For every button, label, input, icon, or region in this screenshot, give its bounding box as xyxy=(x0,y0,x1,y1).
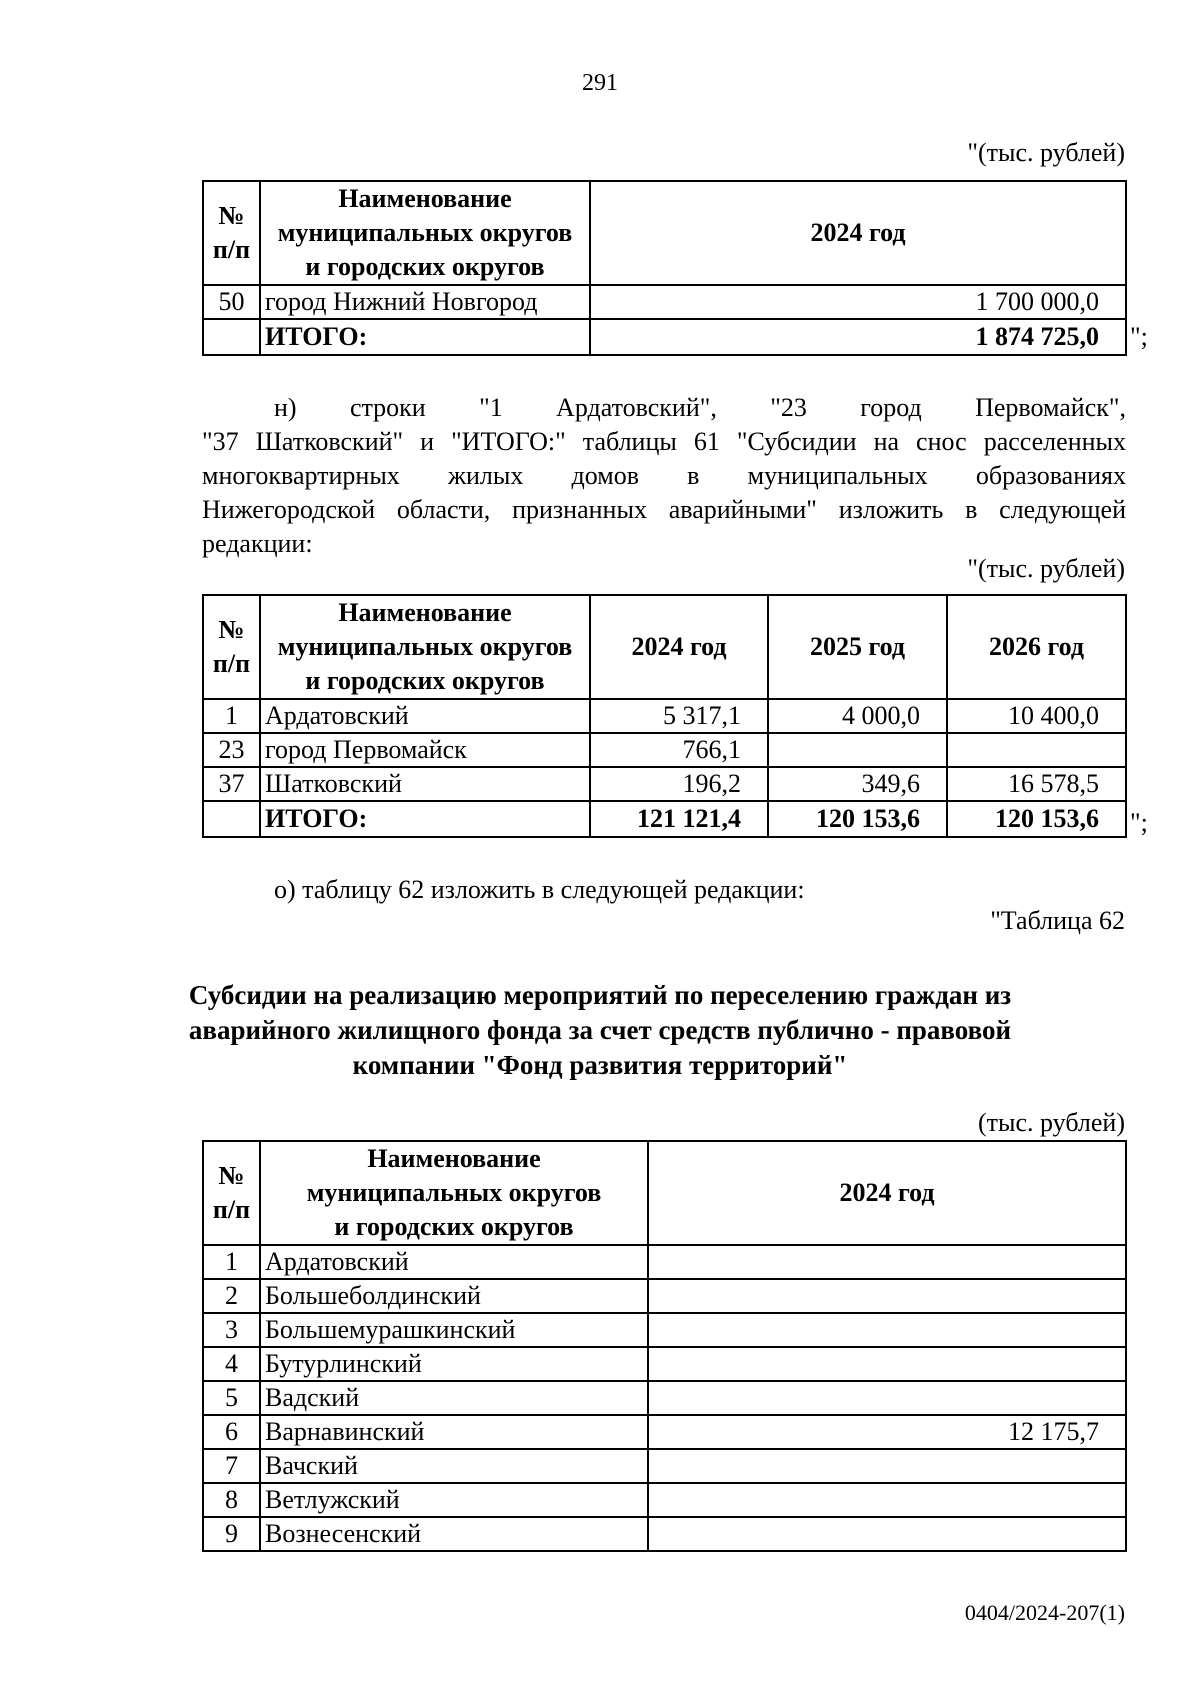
cell-name: Вачский xyxy=(260,1449,648,1483)
cell-name: город Нижний Новгород xyxy=(260,285,590,319)
table-row xyxy=(203,1449,1126,1483)
cell-2024 xyxy=(648,1347,1126,1381)
cell-2024: 1 700 000,0 xyxy=(590,285,1126,319)
cell-2024 xyxy=(648,1517,1126,1551)
header-num: № п/п xyxy=(203,595,260,699)
cell-name: Большеболдинский xyxy=(260,1279,648,1313)
paragraph-n-line3: многоквартирных жилых домов в муниципальных образованиях xyxy=(202,461,1126,490)
total-2024: 1 874 725,0 xyxy=(590,319,1126,355)
table-1 xyxy=(202,180,1127,356)
cell-2024 xyxy=(648,1313,1126,1347)
table-row xyxy=(203,1279,1126,1313)
cell-2026 xyxy=(947,733,1126,767)
total-2025: 120 153,6 xyxy=(768,801,947,837)
table-header-row xyxy=(203,1141,1126,1245)
cell-2024 xyxy=(648,1483,1126,1517)
cell-num: 1 xyxy=(203,699,260,733)
cell-name: Вознесенский xyxy=(260,1517,648,1551)
cell-num: 2 xyxy=(203,1279,260,1313)
paragraph-n-line1: н) строки "1 Ардатовский", "23 город Первомайск", xyxy=(274,393,1126,422)
table-62-title-line3: компании "Фонд развития территорий" xyxy=(352,1050,848,1080)
table-3 xyxy=(202,1140,1127,1552)
document-code: 0404/2024-207(1) xyxy=(964,1600,1125,1625)
cell-2026: 16 578,5 xyxy=(947,767,1126,801)
table-62-label: "Таблица 62 xyxy=(990,906,1125,935)
total-label: ИТОГО: xyxy=(260,801,590,837)
total-row xyxy=(203,319,1126,355)
cell-2025: 349,6 xyxy=(768,767,947,801)
cell-2025 xyxy=(768,733,947,767)
table-row xyxy=(203,285,1126,319)
total-label: ИТОГО: xyxy=(260,319,590,355)
table-2 xyxy=(202,594,1127,838)
table-row xyxy=(203,1517,1126,1551)
cell-num xyxy=(203,801,260,837)
table-row xyxy=(203,733,1126,767)
table-row xyxy=(203,1483,1126,1517)
cell-2024: 5 317,1 xyxy=(590,699,768,733)
cell-2026: 10 400,0 xyxy=(947,699,1126,733)
header-2024: 2024 год xyxy=(590,181,1126,285)
paragraph-o: о) таблицу 62 изложить в следующей редакции: xyxy=(274,875,805,904)
cell-name: Ветлужский xyxy=(260,1483,648,1517)
paragraph-n-line4: Нижегородской области, признанных аварийными" изложить в следующей xyxy=(202,495,1126,524)
table-row xyxy=(203,1381,1126,1415)
cell-num: 5 xyxy=(203,1381,260,1415)
cell-num: 23 xyxy=(203,733,260,767)
header-2024: 2024 год xyxy=(648,1141,1126,1245)
cell-2024 xyxy=(648,1381,1126,1415)
cell-name: Вадский xyxy=(260,1381,648,1415)
cell-2024 xyxy=(648,1279,1126,1313)
cell-2024 xyxy=(648,1449,1126,1483)
header-num: № п/п xyxy=(203,1141,260,1245)
cell-name: Бутурлинский xyxy=(260,1347,648,1381)
cell-num: 37 xyxy=(203,767,260,801)
cell-num: 7 xyxy=(203,1449,260,1483)
cell-2024: 196,2 xyxy=(590,767,768,801)
cell-2024: 766,1 xyxy=(590,733,768,767)
header-num: № п/п xyxy=(203,181,260,285)
cell-num: 1 xyxy=(203,1245,260,1279)
cell-num xyxy=(203,319,260,355)
page-number: 291 xyxy=(582,70,618,96)
unit-label-2: "(тыс. рублей) xyxy=(967,554,1125,583)
unit-label-3: (тыс. рублей) xyxy=(977,1108,1125,1137)
header-2025: 2025 год xyxy=(768,595,947,699)
cell-name: Ардатовский xyxy=(260,1245,648,1279)
header-name: Наименование муниципальных округов и городских округов xyxy=(260,1141,648,1245)
cell-2024 xyxy=(648,1245,1126,1279)
cell-2025: 4 000,0 xyxy=(768,699,947,733)
table-row xyxy=(203,1245,1126,1279)
table-row xyxy=(203,1415,1126,1449)
table-62-title-line2: аварийного жилищного фонда за счет средств публично - правовой xyxy=(188,1015,1012,1045)
cell-num: 8 xyxy=(203,1483,260,1517)
cell-num: 6 xyxy=(203,1415,260,1449)
paragraph-n-line5: редакции: xyxy=(202,529,313,558)
total-row xyxy=(203,801,1126,837)
cell-name: Большемурашкинский xyxy=(260,1313,648,1347)
cell-num: 3 xyxy=(203,1313,260,1347)
table-row xyxy=(203,1347,1126,1381)
closing-quote-2: "; xyxy=(1130,808,1148,837)
header-2026: 2026 год xyxy=(947,595,1126,699)
table-row xyxy=(203,767,1126,801)
header-name: Наименование муниципальных округов и городских округов xyxy=(260,181,590,285)
cell-name: Шатковский xyxy=(260,767,590,801)
cell-2024: 12 175,7 xyxy=(648,1415,1126,1449)
unit-label-1: "(тыс. рублей) xyxy=(967,138,1125,167)
table-header-row xyxy=(203,181,1126,285)
cell-name: город Первомайск xyxy=(260,733,590,767)
cell-num: 4 xyxy=(203,1347,260,1381)
total-2024: 121 121,4 xyxy=(590,801,768,837)
cell-num: 50 xyxy=(203,285,260,319)
header-name: Наименование муниципальных округов и городских округов xyxy=(260,595,590,699)
table-row xyxy=(203,699,1126,733)
cell-num: 9 xyxy=(203,1517,260,1551)
cell-name: Ардатовский xyxy=(260,699,590,733)
cell-name: Варнавинский xyxy=(260,1415,648,1449)
table-header-row xyxy=(203,595,1126,699)
header-2024: 2024 год xyxy=(590,595,768,699)
table-row xyxy=(203,1313,1126,1347)
total-2026: 120 153,6 xyxy=(947,801,1126,837)
paragraph-n-line2: "37 Шатковский" и "ИТОГО:" таблицы 61 "Субсидии на снос расселенных xyxy=(202,427,1126,456)
closing-quote-1: "; xyxy=(1130,322,1148,351)
table-62-title-line1: Субсидии на реализацию мероприятий по переселению граждан из xyxy=(188,980,1012,1010)
